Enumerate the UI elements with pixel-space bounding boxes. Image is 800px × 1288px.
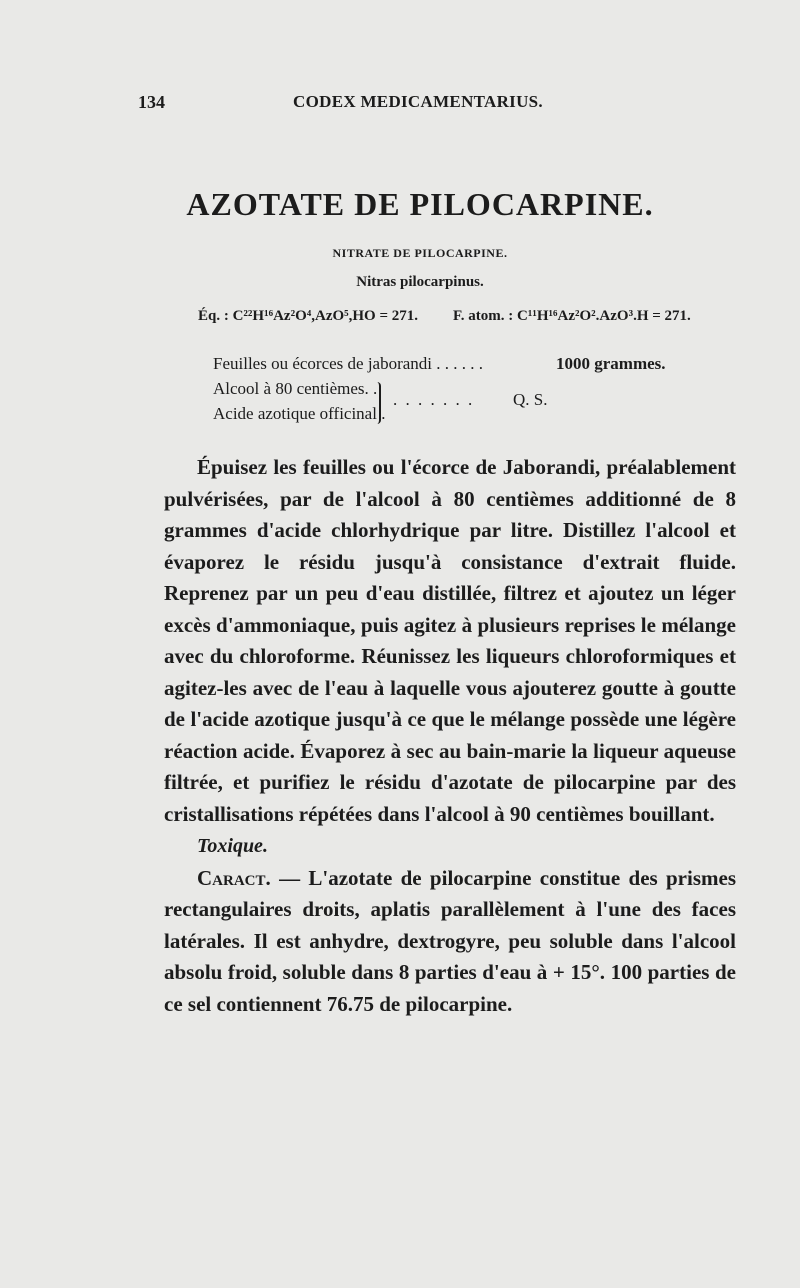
article-subtitle: NITRATE DE PILOCARPINE. (332, 246, 508, 260)
recipe-dots: . . . . . . . (393, 390, 475, 409)
running-title: CODEX MEDICAMENTARIUS. (293, 92, 543, 111)
recipe-line (213, 354, 703, 374)
body-text (164, 452, 736, 1020)
characters-paragraph (164, 863, 736, 1021)
formula-atomic: F. atom. : C¹¹H¹⁶Az²O².AzO³.H = 271. (453, 308, 691, 324)
latin-name: Nitras pilocarpinus. (356, 274, 484, 290)
recipe-ingredient: Feuilles ou écorces de jaborandi (213, 354, 433, 373)
recipe-ingredient: Acide azotique officinal . (213, 404, 386, 423)
page-number: 134 (138, 92, 165, 112)
recipe-quantity: 1000 grammes. (556, 354, 666, 373)
article-title: AZOTATE DE PILOCARPINE. (186, 186, 654, 222)
recipe-dots: . . . . . . (436, 354, 484, 373)
running-head (138, 92, 698, 122)
recipe-group (213, 379, 703, 431)
toxic-note: Toxique. (197, 835, 268, 857)
preparation-paragraph: Épuisez les feuilles ou l'écorce de Jaborandi, préalablement pulvérisées, par de l'alcool à 80 centièmes additionné de 8 grammes d'acide chlorhydrique par litre. Distillez l'alcool et évaporez le résidu jusqu'à consistance d'extrait fluide. Reprenez par un peu d'eau distillée, filtrez et ajoutez un léger excès d'ammoniaque, puis agitez à plusieurs reprises le mélange avec du chloroforme. Réunissez les liqueurs chloroformiques et agitez-les avec de l'eau à laquelle vous ajouterez goutte à goutte de l'acide azotique jusqu'à ce que le mélange possède une légère réaction acide. Évaporez à sec au bain-marie la liqueur aqueuse filtrée, et purifiez le résidu d'azotate de pilocarpine par des cristallisations répétées dans l'alcool à 90 centièmes bouillant. (164, 455, 736, 826)
formula-line (198, 308, 698, 325)
recipe-quantity: Q. S. (513, 390, 548, 409)
recipe-ingredient: Alcool à 80 centièmes. . (213, 379, 378, 398)
characters-text: — L'azotate de pilocarpine constitue des prismes rectangulaires droits, aplatis parallèlement à l'une des faces latérales. Il est anhydre, dextrogyre, peu soluble dans l'alcool absolu froid, soluble dans 8 parties d'eau à + 15°. 100 parties de ce sel contiennent 76.75 de pilocarpine. (164, 865, 736, 1016)
toxic-note-line (164, 830, 736, 863)
formula-equivalents: Éq. : C²²H¹⁶Az²O⁴,AzO⁵,HO = 271. (198, 308, 419, 324)
brace (375, 382, 381, 424)
caract-label: Caract. (197, 865, 271, 890)
